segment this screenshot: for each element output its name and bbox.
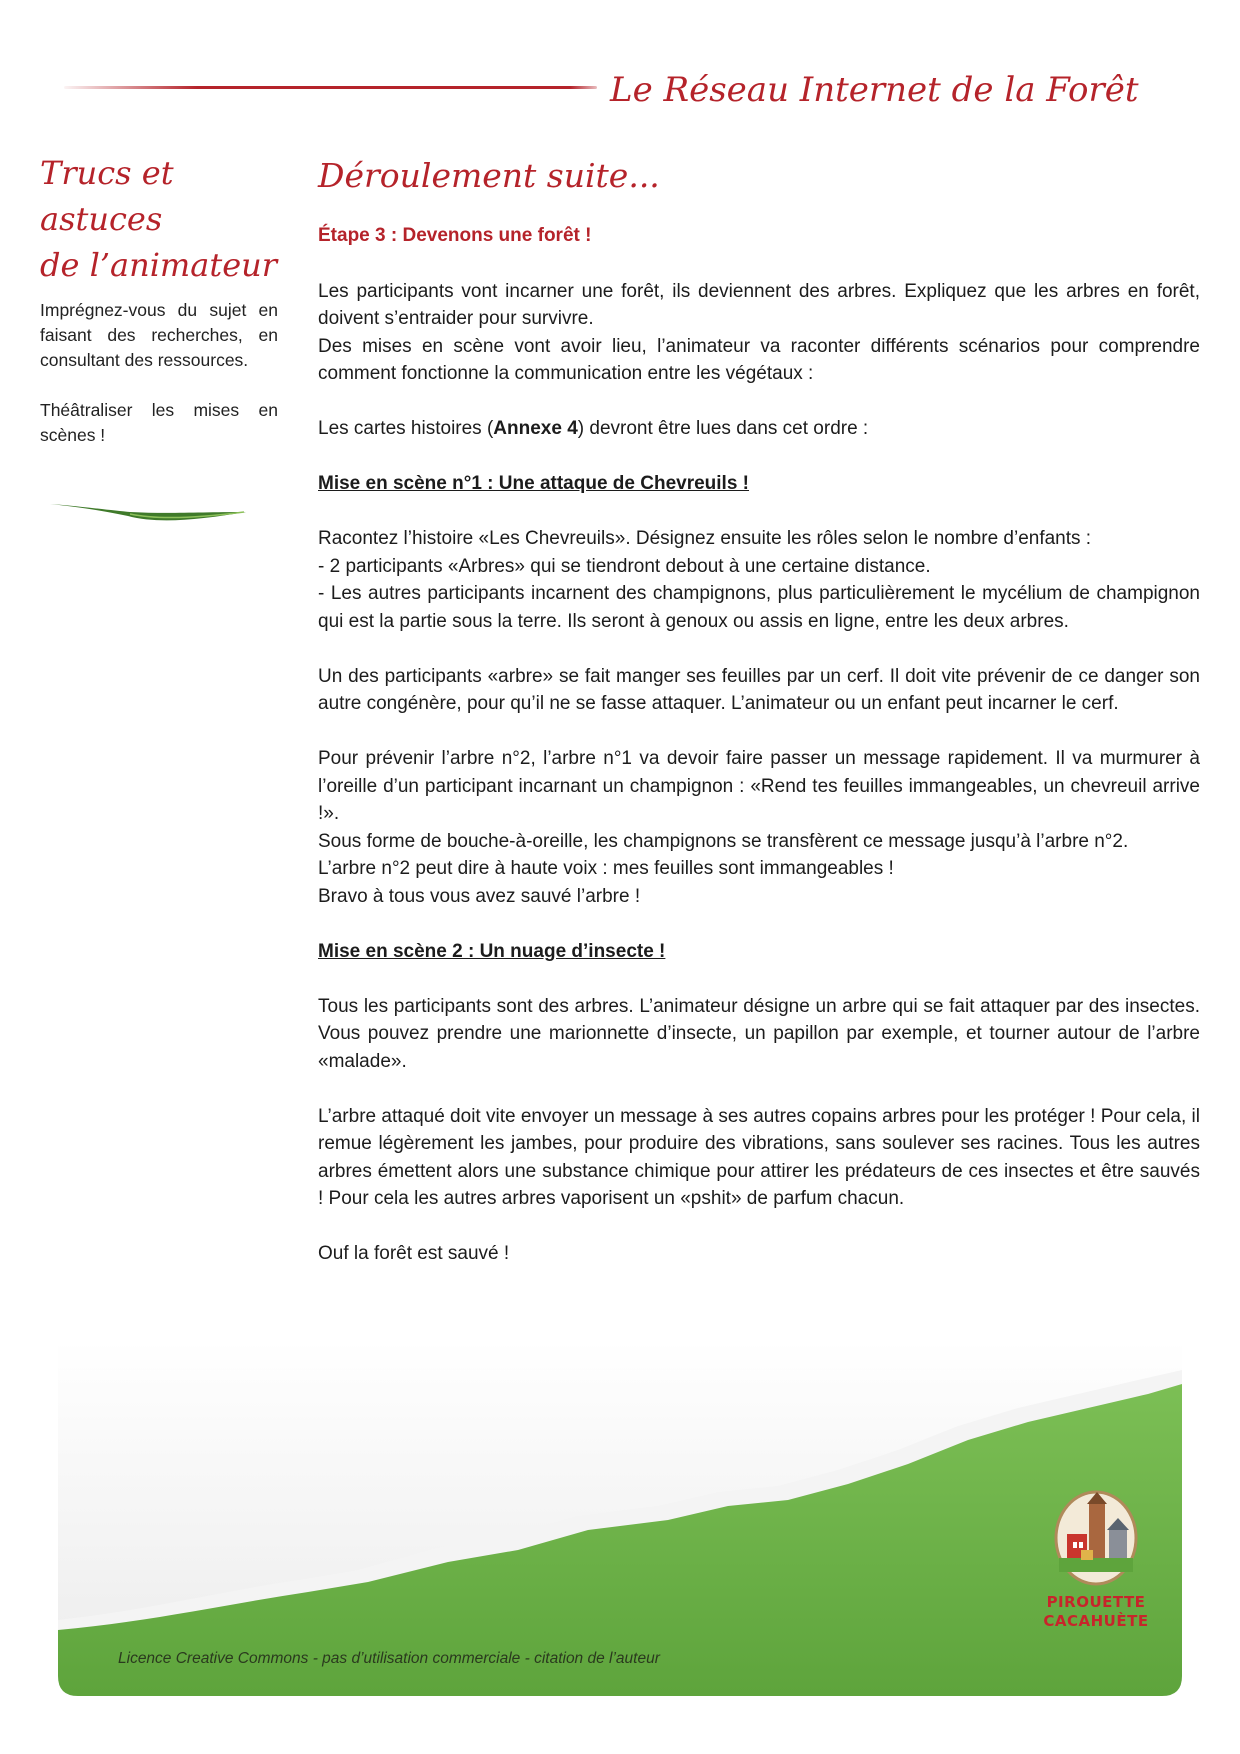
scene1-roles	[318, 525, 1200, 635]
document-title: Le Réseau Internet de la Forêt	[610, 70, 1139, 110]
cards-text-after: ) devront être lues dans cet ordre :	[577, 418, 869, 439]
sidebar-title	[40, 150, 278, 288]
cards-paragraph	[318, 415, 1200, 443]
logo-name	[1036, 1593, 1156, 1631]
pirouette-cacahuete-logo	[1036, 1488, 1156, 1631]
annex-reference: Annexe 4	[493, 418, 578, 439]
scene1-message-d: Bravo à tous vous avez sauvé l’arbre !	[318, 885, 641, 907]
scene1-heading: Mise en scène n°1 : Une attaque de Chevreuils !	[318, 473, 750, 494]
scene2-heading: Mise en scène 2 : Un nuage d’insecte !	[318, 940, 666, 962]
peanut-village-icon	[1051, 1488, 1141, 1588]
scene1-message-a: Pour prévenir l’arbre n°2, l’arbre n°1 va devoir faire passer un message rapidement. Il va murmurer à l’oreille d’un participant incarnant un champignon : «Rend tes feuilles immangeables, un chevreuil arrive !».	[318, 748, 1200, 824]
scene1-roles-intro: Racontez l’histoire «Les Chevreuils». Désignez ensuite les rôles selon le nombre d’enfants :	[318, 528, 1092, 549]
sidebar-tip-research: Imprégnez-vous du sujet en faisant des recherches, en consultant des ressources.	[40, 300, 278, 370]
logo-line2: CACAHUÈTE	[1043, 1612, 1149, 1630]
section-title: Déroulement suite...	[318, 156, 660, 195]
footer-banner	[58, 1330, 1182, 1696]
intro-sentence-2: Des mises en scène vont avoir lieu, l’animateur va raconter différents scénarios pour comprendre comment fonctionne la communication entre les végétaux :	[318, 335, 1200, 384]
scene1-message-b: Sous forme de bouche-à-oreille, les champignons se transfèrent ce message jusqu’à l’arbre n°2.	[318, 830, 1129, 852]
sidebar-title-line1: Trucs et astuces	[40, 154, 174, 238]
scene1-deer: Un des participants «arbre» se fait manger ses feuilles par un cerf. Il doit vite prévenir de ce danger son autre congénère, pour qu’il ne se fasse attaquer. L’animateur ou un enfant peut incarner le cerf.	[318, 665, 1200, 714]
cards-text-before: Les cartes histoires (	[318, 418, 494, 439]
scene2-intro: Tous les participants sont des arbres. L’animateur désigne un arbre qui se fait attaquer par des insectes. Vous pouvez prendre une marionnette d’insecte, un papillon par exemple, et tourner autour de l’arbre «malade».	[318, 995, 1200, 1072]
leaf-divider-icon	[48, 498, 248, 526]
outro-paragraph: Ouf la forêt est sauvé !	[318, 1243, 510, 1264]
intro-paragraph	[318, 278, 1200, 388]
grass-hill-icon	[58, 1330, 1182, 1696]
scene1-role-mushrooms: - Les autres participants incarnent des champignons, plus particulièrement le mycélium de champignon qui est la partie sous la terre. Ils seront à genoux ou assis en ligne, entre les deux arbres.	[318, 583, 1200, 632]
logo-line1: PIROUETTE	[1046, 1593, 1146, 1611]
scene2-response: L’arbre attaqué doit vite envoyer un message à ses autres copains arbres pour les protéger ! Pour cela, il remue légèrement les jambes, pour produire des vibrations, sans soulever ses racines. Tous les autres arbres émettent alors une substance chimique pour attirer les prédateurs de ces insectes et être sauvés ! Pour cela les autres arbres vaporisent un «pshit» de parfum chacun.	[318, 1105, 1200, 1209]
scene1-role-trees: - 2 participants «Arbres» qui se tiendront debout à une certaine distance.	[318, 555, 931, 577]
header-rule	[64, 86, 597, 89]
scene1-message-c: L’arbre n°2 peut dire à haute voix : mes feuilles sont immangeables !	[318, 858, 894, 879]
sidebar-tips	[40, 150, 278, 448]
license-notice: Licence Creative Commons - pas d’utilisation commerciale - citation de l’auteur	[118, 1650, 660, 1667]
sidebar-tip-theatre: Théâtraliser les mises en scènes !	[40, 400, 278, 445]
step-heading: Étape 3 : Devenons une forêt !	[318, 225, 592, 246]
scene1-message	[318, 745, 1200, 910]
sidebar-title-line2: de l’animateur	[40, 246, 278, 284]
intro-sentence-1: Les participants vont incarner une forêt, ils deviennent des arbres. Expliquez que les arbres en forêt, doivent s’entraider pour survivre.	[318, 280, 1200, 329]
main-content	[318, 154, 1200, 1295]
